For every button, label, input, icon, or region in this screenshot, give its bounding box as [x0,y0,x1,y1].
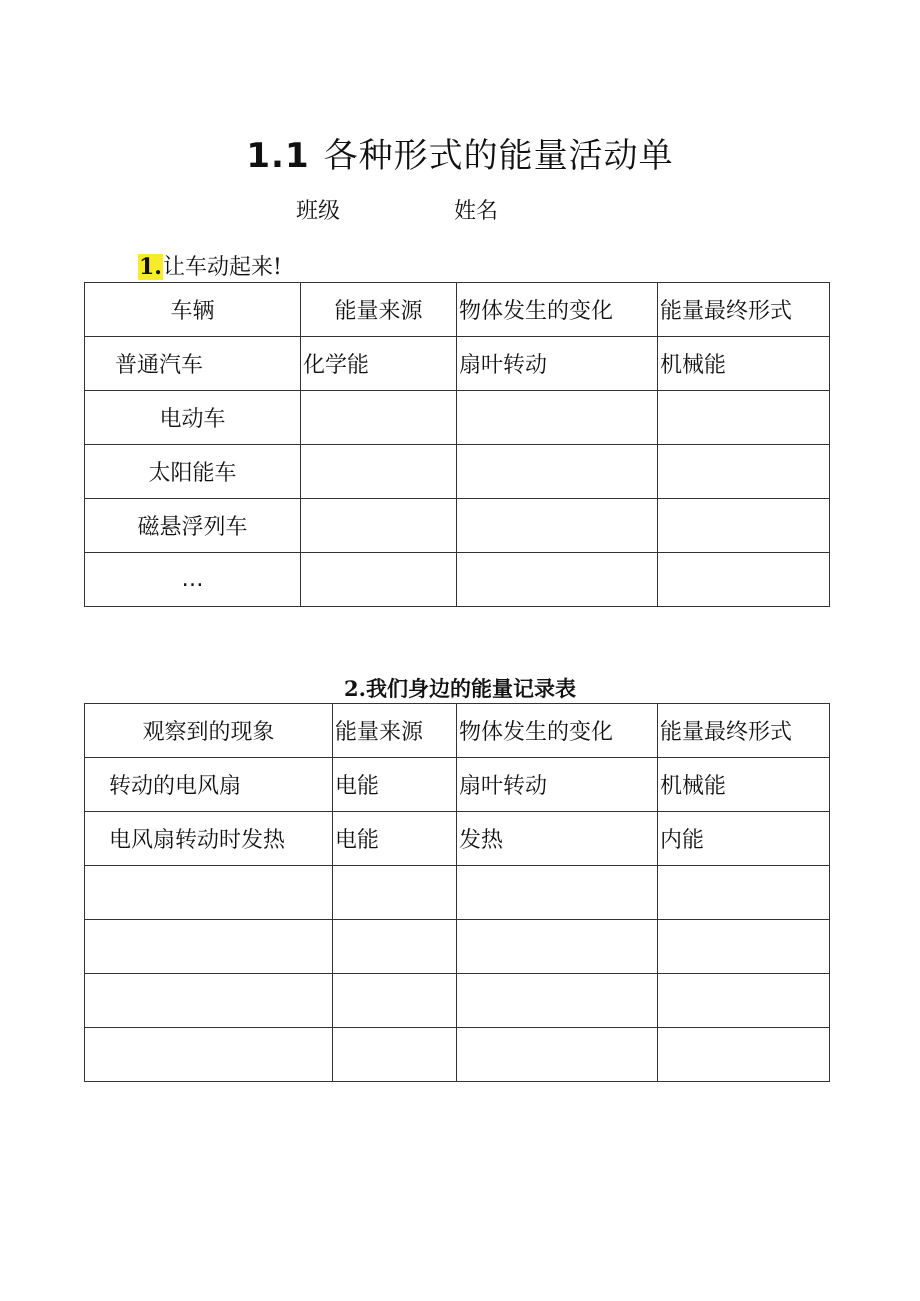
table-cell[interactable] [457,1028,658,1082]
energy-record-table [84,703,830,1082]
table-cell: 转动的电风扇 [85,758,333,812]
title-text: 各种形式的能量活动单 [323,136,674,176]
table-row [85,974,830,1028]
table-row [85,445,830,499]
table-cell[interactable] [85,920,333,974]
header-cell: 能量来源 [333,704,457,758]
header-cell: 物体发生的变化 [457,704,658,758]
table-cell[interactable] [333,974,457,1028]
section1-number: 1. [139,254,162,280]
table-cell[interactable] [457,553,658,607]
table-cell[interactable] [301,499,457,553]
table-cell[interactable] [85,1028,333,1082]
table-cell[interactable] [658,499,830,553]
table-cell[interactable] [658,1028,830,1082]
table-cell[interactable] [457,920,658,974]
table-cell: 电动车 [85,391,301,445]
table-cell: … [85,553,301,607]
table-cell: 发热 [457,812,658,866]
table-cell: 内能 [658,812,830,866]
table-cell[interactable] [457,391,658,445]
table-cell[interactable] [658,974,830,1028]
header-cell: 观察到的现象 [85,704,333,758]
table-cell: 机械能 [658,758,830,812]
table-cell[interactable] [457,974,658,1028]
name-label: 姓名 [454,199,499,224]
table-row [85,758,830,812]
vehicle-energy-table [84,282,830,607]
section2-heading: 2.我们身边的能量记录表 [344,676,576,701]
header-cell: 车辆 [85,283,301,337]
table-cell: 普通汽车 [85,337,301,391]
table-row [85,866,830,920]
table-cell: 太阳能车 [85,445,301,499]
table-cell[interactable] [333,920,457,974]
table-cell: 电能 [333,758,457,812]
table-cell[interactable] [457,445,658,499]
table-header-row [85,704,830,758]
table-cell[interactable] [85,974,333,1028]
table-cell: 扇叶转动 [457,337,658,391]
header-cell: 物体发生的变化 [457,283,658,337]
table-cell[interactable] [301,553,457,607]
section1-heading [138,250,282,281]
table-cell: 扇叶转动 [457,758,658,812]
header-cell: 能量来源 [301,283,457,337]
header-cell: 能量最终形式 [658,283,830,337]
header-cell: 能量最终形式 [658,704,830,758]
class-label: 班级 [296,199,341,224]
table-cell: 电风扇转动时发热 [85,812,333,866]
table-header-row [85,283,830,337]
title-number: 1.1 [246,136,310,176]
table-cell[interactable] [658,553,830,607]
table-cell[interactable] [658,391,830,445]
table-row [85,920,830,974]
table-row [85,812,830,866]
table-cell: 机械能 [658,337,830,391]
page-title [0,128,920,177]
table-row [85,337,830,391]
section1-heading-text: 让车动起来! [162,255,282,280]
table-row [85,1028,830,1082]
table-row [85,391,830,445]
table-cell[interactable] [457,499,658,553]
table-cell[interactable] [85,866,333,920]
table-cell: 磁悬浮列车 [85,499,301,553]
table-cell[interactable] [301,391,457,445]
table-cell: 化学能 [301,337,457,391]
table-cell[interactable] [658,920,830,974]
table-cell[interactable] [658,866,830,920]
table-cell: 电能 [333,812,457,866]
table-row [85,553,830,607]
table-cell[interactable] [457,866,658,920]
table-cell[interactable] [333,866,457,920]
table-cell[interactable] [301,445,457,499]
table-cell[interactable] [333,1028,457,1082]
table-cell[interactable] [658,445,830,499]
table-row [85,499,830,553]
